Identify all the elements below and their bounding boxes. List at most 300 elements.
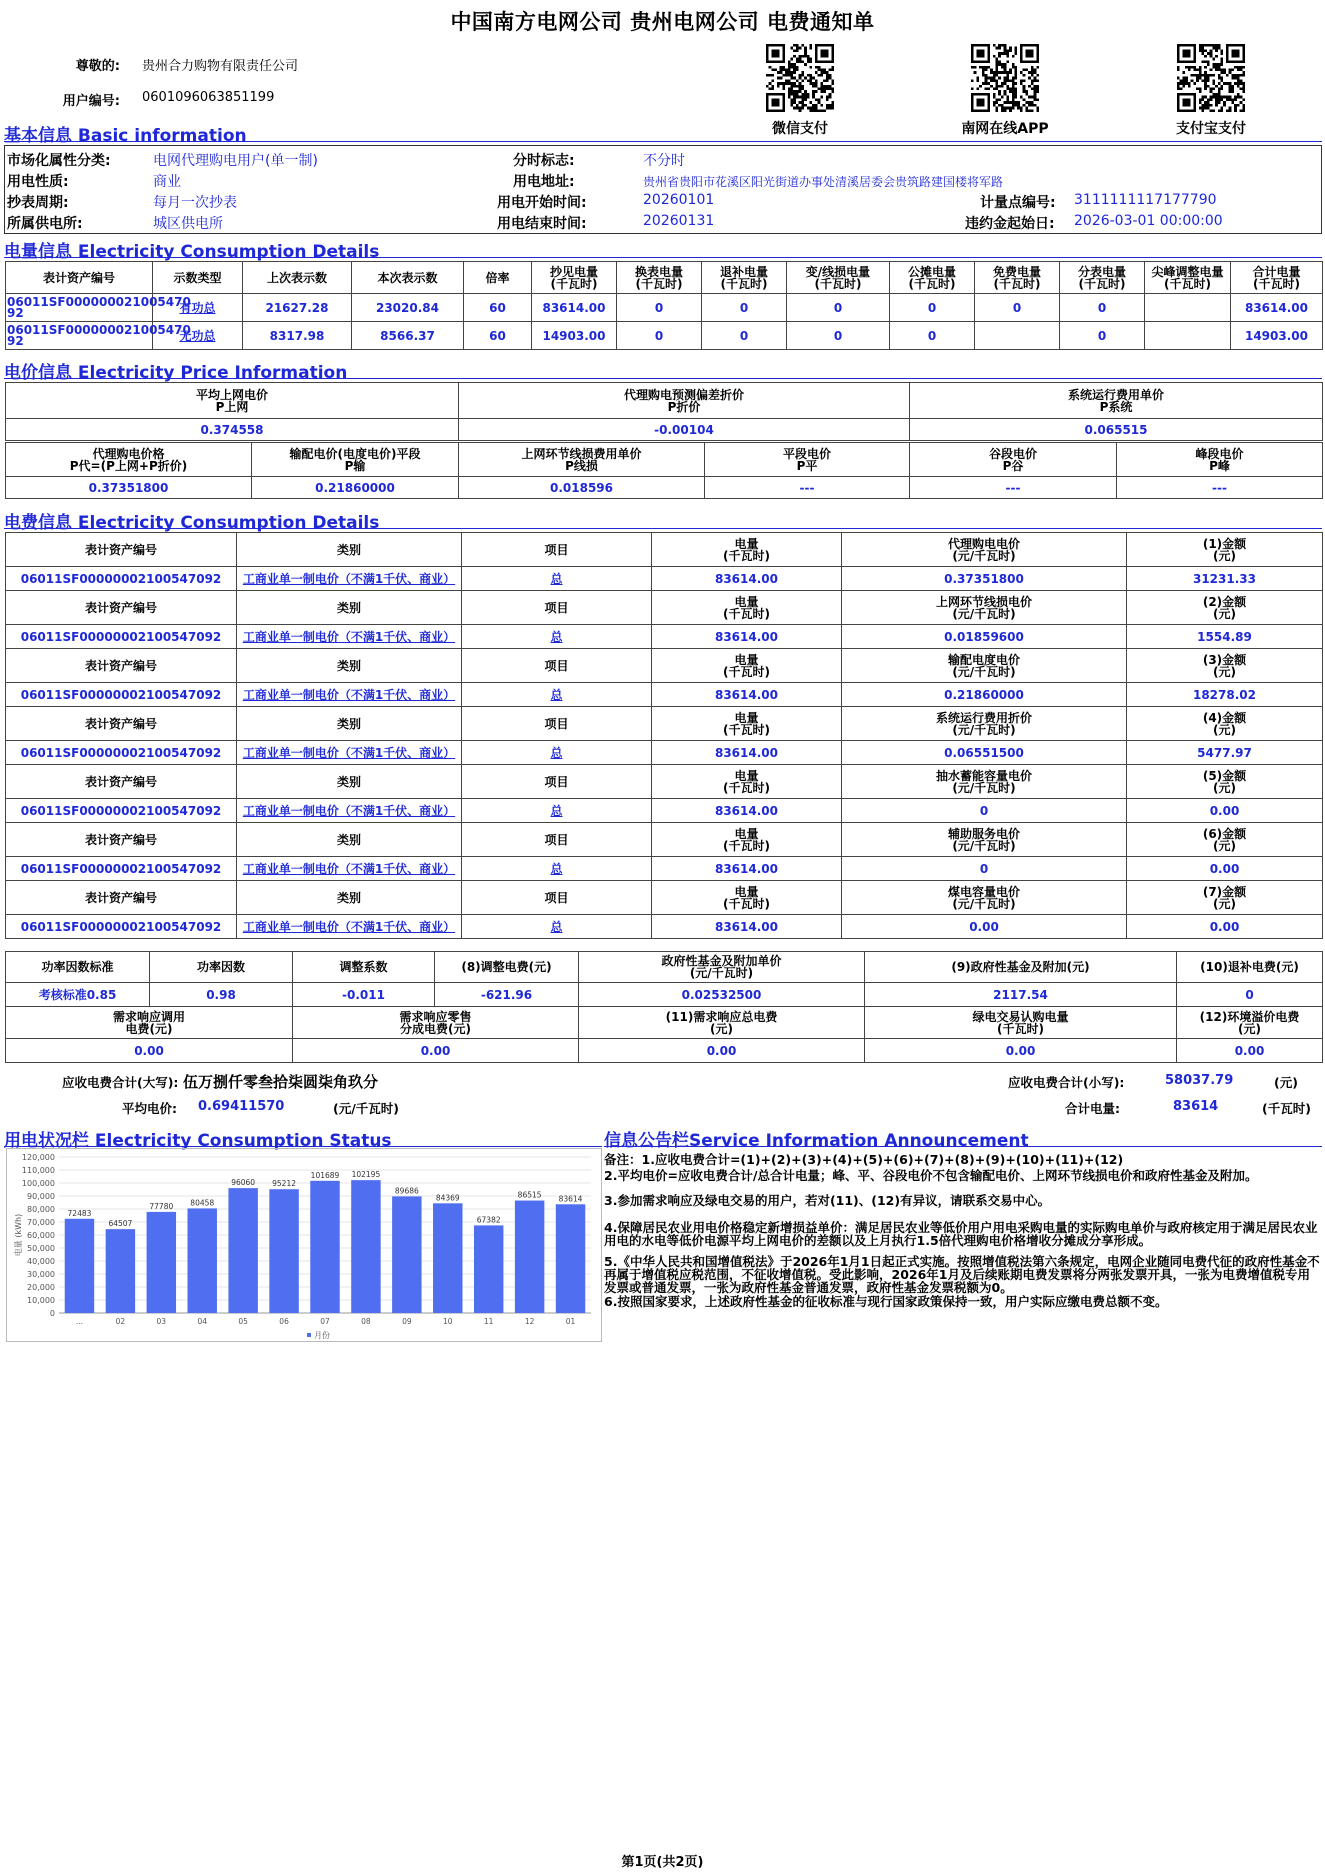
- price-table-top: [5, 382, 1323, 441]
- qr-module: [823, 109, 826, 112]
- qr-module: [1012, 90, 1015, 93]
- qr-module: [785, 82, 788, 85]
- qr-module: [807, 55, 810, 58]
- col-price-header: 上网环节线损电价 (元/千瓦时): [842, 591, 1127, 625]
- item-link[interactable]: 总: [462, 857, 652, 881]
- qr-app[interactable]: [969, 44, 1041, 116]
- col-read-qty: 抄见电量 (千瓦时): [532, 262, 617, 294]
- bar: [65, 1219, 94, 1313]
- qr-module: [1234, 104, 1237, 107]
- qr-module: [1221, 71, 1224, 74]
- office-label: 所属供电所:: [7, 216, 83, 232]
- qr-module: [1229, 88, 1232, 91]
- qr-module: [1199, 90, 1202, 93]
- col-category-header: 类别: [237, 881, 462, 915]
- qr-module: [818, 101, 821, 104]
- qr-module: [810, 58, 813, 61]
- qr-module: [1204, 71, 1207, 74]
- avg-grid-price-header: 平均上网电价 P上网: [6, 383, 459, 419]
- qr-module: [1009, 68, 1012, 71]
- price-section-title: 电价信息 Electricity Price Information: [4, 363, 348, 383]
- qr-module: [804, 90, 807, 93]
- qr-module: [1210, 52, 1213, 55]
- qr-module: [1201, 96, 1204, 99]
- qr-module: [1015, 88, 1018, 91]
- qr-module: [1015, 101, 1018, 104]
- qr-module: [785, 74, 788, 77]
- qr-module: [1215, 96, 1218, 99]
- category-link[interactable]: 工商业单一制电价（不满1千伏、商业）: [237, 857, 462, 881]
- x-tick-label: 05: [238, 1317, 248, 1326]
- qr-module: [815, 109, 818, 112]
- qr-module: [1028, 101, 1031, 104]
- table-row: [6, 294, 1323, 322]
- qr-module: [1004, 47, 1007, 50]
- address-label: 用电地址:: [513, 174, 575, 190]
- qr-module: [1185, 79, 1188, 82]
- qr-module: [799, 82, 802, 85]
- qr-module: [831, 107, 834, 110]
- reading-type[interactable]: 无功总: [153, 322, 243, 350]
- qr-module: [1001, 44, 1004, 47]
- qr-module: [1201, 60, 1204, 63]
- bar-value-label: 101689: [310, 1170, 340, 1180]
- qr-module: [995, 107, 998, 110]
- qr-module: [1201, 104, 1204, 107]
- qr-module: [1012, 85, 1015, 88]
- qr-module: [1012, 82, 1015, 85]
- qr-module: [993, 93, 996, 96]
- qr-module: [1223, 82, 1226, 85]
- y-axis-label: 电量 (kWh): [14, 1213, 23, 1257]
- item-link[interactable]: 总: [462, 915, 652, 939]
- qr-module: [1001, 66, 1004, 69]
- qr-module: [990, 79, 993, 82]
- item-link[interactable]: 总: [462, 741, 652, 765]
- qr-module: [807, 60, 810, 63]
- qr-module: [1204, 107, 1207, 110]
- qr-module: [1012, 79, 1015, 82]
- usage-type-label: 用电性质:: [7, 174, 69, 190]
- x-tick-label: 07: [320, 1317, 330, 1326]
- loss-qty: 0: [787, 322, 890, 350]
- charges-header-row: [6, 881, 1323, 915]
- qr-module: [1004, 101, 1007, 104]
- qr-module: [1215, 68, 1218, 71]
- qr-wechat[interactable]: [764, 44, 836, 116]
- y-tick-label: 10,000: [27, 1296, 55, 1305]
- total-small-label: 应收电费合计(小写):: [1008, 1075, 1125, 1090]
- qr-module: [1020, 96, 1023, 99]
- charges-header-row: [6, 591, 1323, 625]
- qr-module: [1001, 71, 1004, 74]
- col-category-header: 类别: [237, 707, 462, 741]
- start-label: 用电开始时间:: [497, 195, 587, 211]
- charges-table: [5, 532, 1323, 939]
- qr-module: [788, 79, 791, 82]
- qr-module: [1036, 98, 1039, 101]
- category-link[interactable]: 工商业单一制电价（不满1千伏、商业）: [237, 799, 462, 823]
- x-tick-label: 06: [279, 1317, 289, 1326]
- qr-module: [1004, 49, 1007, 52]
- pf-standard-value: 考核标准0.85: [6, 983, 150, 1007]
- qr-module: [1212, 58, 1215, 61]
- prev-reading: 21627.28: [243, 294, 352, 322]
- qr-module: [782, 74, 785, 77]
- swap-qty: 0: [617, 294, 702, 322]
- qr-module: [815, 82, 818, 85]
- qr-module: [1009, 49, 1012, 52]
- col-prev-reading: 上次表示数: [243, 262, 352, 294]
- qr-module: [1229, 96, 1232, 99]
- qr-module: [829, 104, 832, 107]
- qr-module: [1023, 79, 1026, 82]
- dr-total-fee-header: (11)需求响应总电费 (元): [579, 1007, 865, 1039]
- qr-module: [993, 44, 996, 47]
- qr-module: [1009, 47, 1012, 50]
- qr-module: [1237, 96, 1240, 99]
- qr-module: [998, 98, 1001, 101]
- qr-module: [1199, 71, 1202, 74]
- total-qty-value: 83614: [1173, 1099, 1219, 1114]
- qr-module: [1034, 98, 1037, 101]
- qr-module: [796, 58, 799, 61]
- qr-module: [1210, 90, 1213, 93]
- qr-module: [774, 68, 777, 71]
- y-tick-label: 80,000: [27, 1205, 55, 1214]
- qr-module: [1201, 49, 1204, 52]
- qr-module: [1006, 79, 1009, 82]
- sub-qty: 0: [1060, 294, 1145, 322]
- qr-module: [804, 52, 807, 55]
- qr-module: [1182, 85, 1185, 88]
- qr-module: [796, 60, 799, 63]
- x-tick-label: 08: [361, 1317, 371, 1326]
- qr-module: [1006, 101, 1009, 104]
- refund-qty: 0: [702, 294, 787, 322]
- qr-module: [995, 71, 998, 74]
- qr-module: [1207, 85, 1210, 88]
- item-link[interactable]: 总: [462, 625, 652, 649]
- env-premium-header: (12)环境溢价电费 (元): [1177, 1007, 1323, 1039]
- qr-module: [1231, 68, 1234, 71]
- y-tick-label: 40,000: [27, 1257, 55, 1266]
- col-amount-header: (6)金额 (元): [1127, 823, 1323, 857]
- qr-module: [799, 109, 802, 112]
- status-rule: [4, 1146, 602, 1147]
- qr-module: [1229, 85, 1232, 88]
- col-item-header: 项目: [462, 823, 652, 857]
- qr-module: [1234, 98, 1237, 101]
- qr-module: [788, 63, 791, 66]
- qr-module: [990, 71, 993, 74]
- qr-module: [1025, 90, 1028, 93]
- qr-module: [1031, 66, 1034, 69]
- qr-module: [1229, 68, 1232, 71]
- qr-module: [807, 58, 810, 61]
- qr-module: [788, 88, 791, 91]
- qr-module: [1221, 98, 1224, 101]
- qr-module: [801, 98, 804, 101]
- qr-module: [1023, 68, 1026, 71]
- qr-module: [998, 47, 1001, 50]
- qr-module: [793, 93, 796, 96]
- qr-module: [995, 47, 998, 50]
- qr-module: [1199, 88, 1202, 91]
- meter-point-value: 3111111117177790: [1074, 192, 1217, 208]
- qr-module: [1006, 74, 1009, 77]
- qr-module: [1006, 49, 1009, 52]
- qr-module: [782, 85, 785, 88]
- y-tick-label: 0: [49, 1309, 55, 1318]
- qr-module: [796, 93, 799, 96]
- qr-module: [1215, 44, 1218, 47]
- qr-module: [793, 77, 796, 80]
- peak-price-header: 峰段电价 P峰: [1117, 443, 1323, 477]
- qr-module: [1012, 98, 1015, 101]
- qr-module: [1025, 101, 1028, 104]
- qty-value: 83614.00: [652, 683, 842, 707]
- qr-module: [1004, 63, 1007, 66]
- qr-module: [990, 77, 993, 80]
- qr-module: [1191, 74, 1194, 77]
- shared-qty: 0: [890, 294, 975, 322]
- usage-type-value: 商业: [153, 174, 181, 190]
- qr-module: [1212, 74, 1215, 77]
- amount-value: 1554.89: [1127, 625, 1323, 649]
- qr-module: [1012, 107, 1015, 110]
- qr-module: [823, 85, 826, 88]
- price-value: 0: [842, 799, 1127, 823]
- qr-module: [982, 74, 985, 77]
- category-link[interactable]: 工商业单一制电价（不满1千伏、商业）: [237, 741, 462, 765]
- qr-module: [771, 68, 774, 71]
- y-tick-label: 120,000: [21, 1153, 55, 1162]
- qr-module: [788, 93, 791, 96]
- green-power-qty-header: 绿电交易认购电量 (千瓦时): [865, 1007, 1177, 1039]
- qr-module: [796, 49, 799, 52]
- bar-value-label: 86515: [517, 1190, 542, 1200]
- category-link[interactable]: 工商业单一制电价（不满1千伏、商业）: [237, 625, 462, 649]
- consumption-header-row: [6, 262, 1323, 294]
- y-tick-label: 20,000: [27, 1283, 55, 1292]
- qr-module: [804, 77, 807, 80]
- qr-module: [1231, 85, 1234, 88]
- bar: [310, 1181, 339, 1313]
- total-small-value: 58037.79: [1165, 1073, 1234, 1088]
- qr-module: [1006, 52, 1009, 55]
- qr-module: [826, 79, 829, 82]
- qr-module: [1210, 109, 1213, 112]
- qr-module: [1234, 82, 1237, 85]
- col-shared-qty: 公摊电量 (千瓦时): [890, 262, 975, 294]
- consumption-table: [5, 261, 1323, 350]
- qr-module: [1036, 88, 1039, 91]
- qr-module: [1210, 88, 1213, 91]
- qr-module: [771, 79, 774, 82]
- qr-module: [1191, 66, 1194, 69]
- bar-value-label: 64507: [108, 1219, 133, 1229]
- qr-module: [1234, 77, 1237, 80]
- qr-module: [790, 85, 793, 88]
- qr-module: [1242, 74, 1245, 77]
- bar-value-label: 96060: [231, 1178, 256, 1188]
- qr-module: [788, 66, 791, 69]
- free-qty: [975, 322, 1060, 350]
- qr-module: [1188, 85, 1191, 88]
- item-link[interactable]: 总: [462, 799, 652, 823]
- qr-module: [1204, 101, 1207, 104]
- qr-module: [1015, 90, 1018, 93]
- qr-module: [1231, 98, 1234, 101]
- qr-module: [1012, 101, 1015, 104]
- qr-module: [1199, 66, 1202, 69]
- qr-module: [993, 55, 996, 58]
- qr-module: [987, 66, 990, 69]
- item-link[interactable]: 总: [462, 567, 652, 591]
- qr-module: [1242, 85, 1245, 88]
- qr-module: [831, 90, 834, 93]
- qr-module: [790, 88, 793, 91]
- qr-module: [804, 104, 807, 107]
- qr-module: [799, 96, 802, 99]
- qr-module: [1025, 93, 1028, 96]
- qr-module: [1204, 60, 1207, 63]
- qr-module: [1177, 68, 1180, 71]
- valley-price-value: ---: [910, 477, 1117, 499]
- qr-module: [1215, 85, 1218, 88]
- category-link[interactable]: 工商业单一制电价（不满1千伏、商业）: [237, 683, 462, 707]
- qr-module: [1177, 88, 1180, 91]
- qr-module: [829, 74, 832, 77]
- gov-fund-price-value: 0.02532500: [579, 983, 865, 1007]
- qr-module: [1028, 96, 1031, 99]
- qr-module: [1221, 58, 1224, 61]
- x-tick-label: 01: [565, 1317, 576, 1326]
- qr-module: [818, 66, 821, 69]
- x-tick-label: 11: [483, 1317, 494, 1326]
- qr-module: [995, 85, 998, 88]
- qr-module: [1204, 66, 1207, 69]
- qr-module: [1015, 74, 1018, 77]
- qr-module: [998, 104, 1001, 107]
- qr-module: [1212, 109, 1215, 112]
- qr-module: [810, 47, 813, 50]
- qr-module: [799, 60, 802, 63]
- price-value: 0.21860000: [842, 683, 1127, 707]
- qr-module: [780, 66, 783, 69]
- qr-module: [976, 79, 979, 82]
- meter-id: 06011SF00000002100547092: [6, 741, 237, 765]
- qr-module: [1015, 96, 1018, 99]
- qr-module: [1188, 66, 1191, 69]
- qr-module: [1001, 52, 1004, 55]
- qr-module: [993, 77, 996, 80]
- qr-module: [1237, 66, 1240, 69]
- qr-module: [831, 104, 834, 107]
- qr-module: [801, 74, 804, 77]
- qr-module: [777, 85, 780, 88]
- qr-module: [1015, 66, 1018, 69]
- qr-module: [993, 79, 996, 82]
- notice-line-3: 3.参加需求响应及绿电交易的用户，若对(11)、(12)有异议，请联系交易中心。: [604, 1193, 1051, 1208]
- prev-reading: 8317.98: [243, 322, 352, 350]
- market-attr-label: 市场化属性分类:: [7, 153, 111, 169]
- qr-module: [820, 104, 823, 107]
- qr-module: [1221, 79, 1224, 82]
- qr-module: [974, 71, 977, 74]
- qr-module: [993, 101, 996, 104]
- forecast-discount-header: 代理购电预测偏差折价 P折价: [459, 383, 910, 419]
- qr-module: [1204, 77, 1207, 80]
- qr-module: [818, 98, 821, 101]
- qr-module: [1237, 68, 1240, 71]
- qr-module: [826, 104, 829, 107]
- category-link[interactable]: 工商业单一制电价（不满1千伏、商业）: [237, 915, 462, 939]
- qty-value: 83614.00: [652, 799, 842, 823]
- qr-module: [1240, 101, 1243, 104]
- qr-module: [1215, 98, 1218, 101]
- col-item-header: 项目: [462, 765, 652, 799]
- qr-module: [1034, 71, 1037, 74]
- qr-module: [769, 82, 772, 85]
- legend-marker: [307, 1333, 311, 1337]
- qr-module: [1237, 79, 1240, 82]
- qr-module: [796, 66, 799, 69]
- qr-module: [995, 88, 998, 91]
- qr-module: [1212, 47, 1215, 50]
- amount-value: 5477.97: [1127, 741, 1323, 765]
- qr-module: [1028, 77, 1031, 80]
- charges-header-row: [6, 765, 1323, 799]
- qr-module: [1215, 93, 1218, 96]
- qr-module: [1020, 107, 1023, 110]
- item-link[interactable]: 总: [462, 683, 652, 707]
- address-value: 贵州省贵阳市花溪区阳光街道办事处清溪居委会贵筑路建国楼将军路: [643, 175, 1004, 189]
- category-link[interactable]: 工商业单一制电价（不满1千伏、商业）: [237, 567, 462, 591]
- qr-module: [804, 49, 807, 52]
- price-value: 0.06551500: [842, 741, 1127, 765]
- qr-module: [790, 90, 793, 93]
- qr-module: [1204, 44, 1207, 47]
- table-row: [6, 322, 1323, 350]
- bar: [515, 1201, 544, 1313]
- bar-value-label: 89686: [394, 1186, 419, 1196]
- valley-price-header: 谷段电价 P谷: [910, 443, 1117, 477]
- qr-module: [987, 82, 990, 85]
- refund-fee-header: (10)退补电费(元): [1177, 952, 1323, 983]
- reading-type[interactable]: 有功总: [153, 294, 243, 322]
- qr-module: [1004, 52, 1007, 55]
- qr-alipay[interactable]: [1175, 44, 1247, 116]
- qr-module: [823, 71, 826, 74]
- qr-module: [1237, 77, 1240, 80]
- qr-module: [790, 101, 793, 104]
- qr-module: [1221, 96, 1224, 99]
- qr-module: [780, 71, 783, 74]
- qr-module: [829, 107, 832, 110]
- qr-module: [1218, 82, 1221, 85]
- qr-module: [1240, 66, 1243, 69]
- transmission-price-value: 0.21860000: [252, 477, 459, 499]
- amount-value: 0.00: [1127, 915, 1323, 939]
- qr-module: [1218, 44, 1221, 47]
- qr-module: [1188, 82, 1191, 85]
- qr-module: [823, 79, 826, 82]
- col-item-header: 项目: [462, 881, 652, 915]
- qr-module: [998, 71, 1001, 74]
- system-fee-header: 系统运行费用单价 P系统: [910, 383, 1323, 419]
